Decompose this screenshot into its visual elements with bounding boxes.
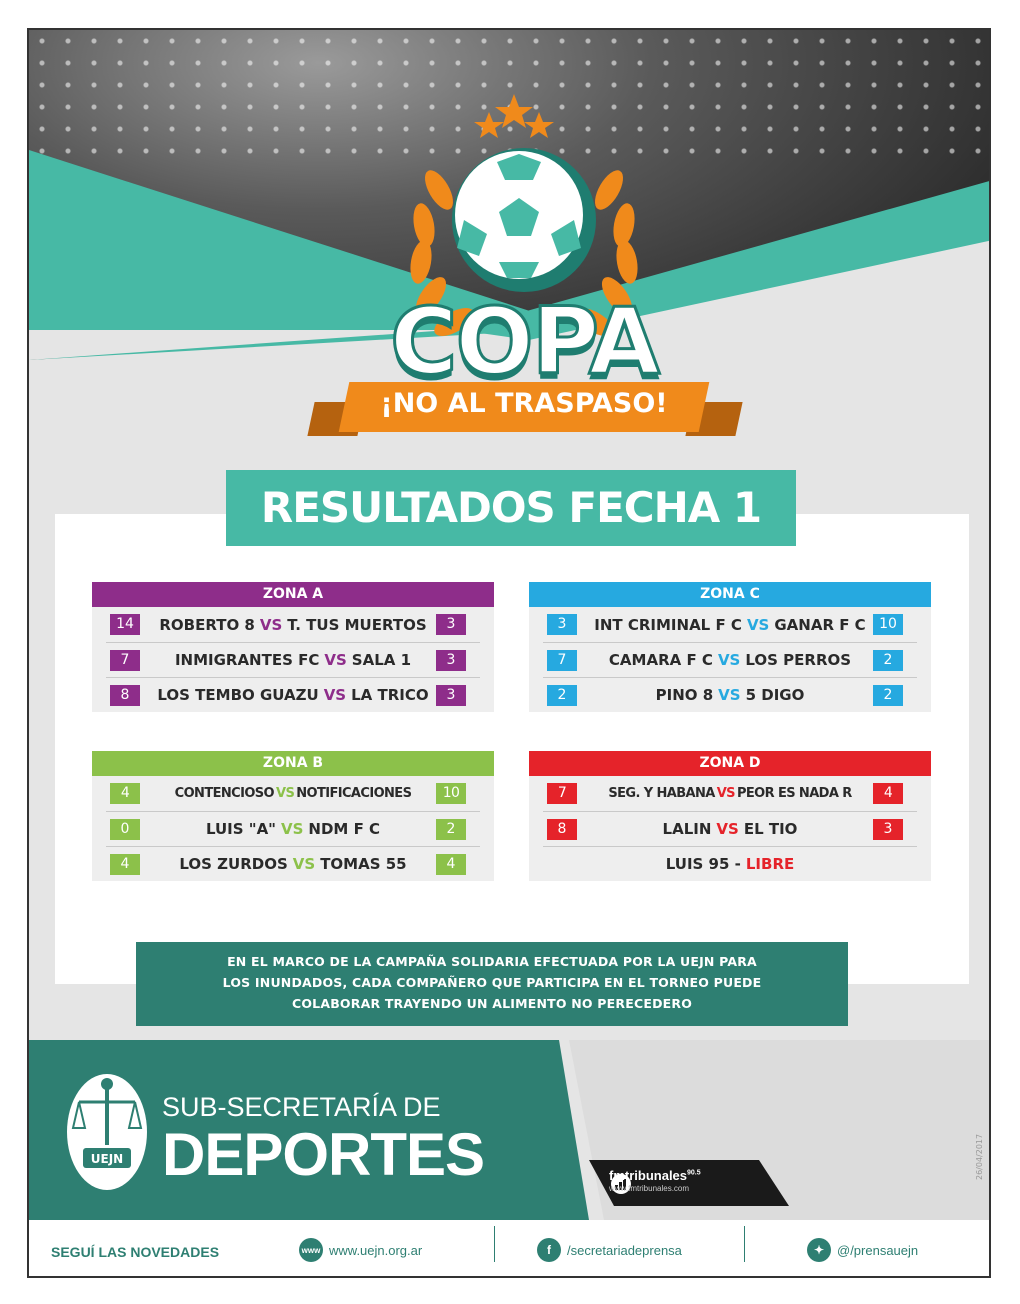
bye-row	[543, 846, 917, 881]
soccer-ball-icon	[452, 148, 596, 292]
team-away: EL TIO	[743, 820, 798, 838]
facebook-handle[interactable]: /secretariadeprensa	[567, 1242, 682, 1258]
web-url[interactable]: www.uejn.org.ar	[329, 1242, 423, 1258]
team-home: CAMARA F C	[608, 651, 713, 669]
follow-label: SEGUÍ LAS NOVEDADES	[51, 1244, 220, 1260]
score-home: 14	[110, 614, 140, 635]
radio-brand	[609, 1168, 701, 1193]
match-row	[106, 811, 480, 846]
score-away: 2	[873, 650, 903, 671]
social-bar	[29, 1220, 991, 1278]
team-home: INT CRIMINAL F C	[594, 615, 742, 634]
web-link[interactable]	[299, 1238, 422, 1262]
zone-d	[529, 751, 931, 881]
divider	[744, 1226, 745, 1262]
info-line: COLABORAR TRAYENDO UN ALIMENTO NO PERECEDERO	[291, 996, 693, 1011]
twitter-handle[interactable]: @/prensauejn	[837, 1242, 919, 1258]
zone-a	[92, 582, 494, 712]
uejn-logo-icon	[67, 1074, 147, 1190]
vs-label: VS	[292, 855, 316, 873]
zone-a-header: ZONA A	[92, 582, 494, 607]
score-home: 7	[110, 650, 140, 671]
score-home: 3	[547, 614, 577, 635]
team-away: SALA 1	[351, 651, 412, 669]
score-away: 2	[873, 685, 903, 706]
zone-c	[529, 582, 931, 712]
team-away: NOTIFICACIONES	[296, 786, 412, 801]
radio-frequency: 90.5	[687, 1169, 701, 1177]
zone-b-header: ZONA B	[92, 751, 494, 776]
team-home: LOS TEMBO GUAZU	[157, 686, 319, 704]
globe-icon: www	[299, 1238, 323, 1262]
facebook-link[interactable]	[537, 1238, 682, 1262]
team-away: PEOR ES NADA R	[736, 786, 852, 801]
match-row	[106, 607, 480, 642]
score-away: 4	[436, 854, 466, 875]
poster	[27, 28, 991, 1278]
score-away: 3	[436, 685, 466, 706]
vs-label: VS	[716, 786, 735, 801]
score-home: 4	[110, 783, 140, 804]
match-row	[543, 776, 917, 811]
copa-title: COPA	[390, 288, 658, 395]
match-row	[543, 642, 917, 677]
score-away: 3	[873, 819, 903, 840]
zone-b	[92, 751, 494, 881]
score-away: 3	[436, 614, 466, 635]
team-home: ROBERTO 8	[159, 615, 255, 634]
vs-label: VS	[281, 820, 304, 838]
team-away: T. TUS MUERTOS	[287, 615, 427, 634]
uejn-logo-text: UEJN	[90, 1152, 124, 1166]
date-stamp: 26/04/2017	[975, 1133, 984, 1180]
score-away: 4	[873, 783, 903, 804]
campaign-info	[136, 942, 848, 1026]
score-home: 8	[110, 685, 140, 706]
score-away: 2	[436, 819, 466, 840]
team-home: LALIN	[662, 820, 712, 838]
score-home: 7	[547, 783, 577, 804]
match-row	[106, 776, 480, 811]
stars-icon	[474, 94, 554, 138]
team-home: CONTENCIOSO	[174, 786, 274, 801]
vs-label: VS	[716, 820, 739, 838]
team-away: 5 DIGO	[745, 686, 805, 704]
score-home: 0	[110, 819, 140, 840]
info-line: EN EL MARCO DE LA CAMPAÑA SOLIDARIA EFECTUADA POR LA UEJN PARA	[227, 954, 757, 969]
match-row	[106, 642, 480, 677]
team-away: LOS PERROS	[745, 651, 852, 669]
radio-name: fmtribunales	[609, 1168, 688, 1183]
match-row	[106, 846, 480, 881]
match-row	[106, 677, 480, 712]
vs-label: VS	[323, 686, 347, 704]
score-away: 10	[436, 783, 466, 804]
team-away: LA TRICO	[351, 686, 429, 704]
divider	[494, 1226, 495, 1262]
match-row	[543, 677, 917, 712]
subsecretaria-label: SUB-SECRETARÍA DE	[162, 1092, 441, 1122]
twitter-link[interactable]	[807, 1238, 918, 1262]
vs-label: VS	[718, 686, 741, 704]
match-row	[543, 811, 917, 846]
vs-label: VS	[324, 651, 347, 669]
vs-label: VS	[276, 786, 295, 801]
copa-subtitle: ¡NO AL TRASPASO!	[380, 388, 668, 419]
vs-label: VS	[746, 615, 770, 634]
radio-url[interactable]: www.fmtribunales.com	[609, 1184, 690, 1193]
score-away: 10	[873, 614, 903, 635]
score-home: 7	[547, 650, 577, 671]
team-away: GANAR F C	[774, 615, 866, 634]
team-home: PINO 8	[655, 686, 714, 704]
deportes-title: DEPORTES	[162, 1121, 485, 1188]
team-home: SEG. Y HABANA	[608, 786, 715, 801]
bye-team: LUIS 95 -	[665, 855, 741, 873]
team-home: INMIGRANTES FC	[174, 651, 320, 669]
score-home: 2	[547, 685, 577, 706]
info-line: LOS INUNDADOS, CADA COMPAÑERO QUE PARTICIPA EN EL TORNEO PUEDE	[222, 975, 762, 990]
score-away: 3	[436, 650, 466, 671]
team-home: LUIS "A"	[205, 820, 276, 838]
team-home: LOS ZURDOS	[179, 855, 288, 873]
vs-label: VS	[717, 651, 741, 669]
score-home: 4	[110, 854, 140, 875]
team-away: NDM F C	[308, 820, 381, 838]
facebook-icon: f	[537, 1238, 561, 1262]
results-title: RESULTADOS FECHA 1	[226, 470, 796, 546]
twitter-icon: ✦	[807, 1238, 831, 1262]
score-home: 8	[547, 819, 577, 840]
zone-d-header: ZONA D	[529, 751, 931, 776]
zone-c-header: ZONA C	[529, 582, 931, 607]
bye-label: LIBRE	[745, 855, 795, 873]
team-away: TOMAS 55	[320, 855, 407, 873]
vs-label: VS	[259, 615, 283, 634]
match-row	[543, 607, 917, 642]
